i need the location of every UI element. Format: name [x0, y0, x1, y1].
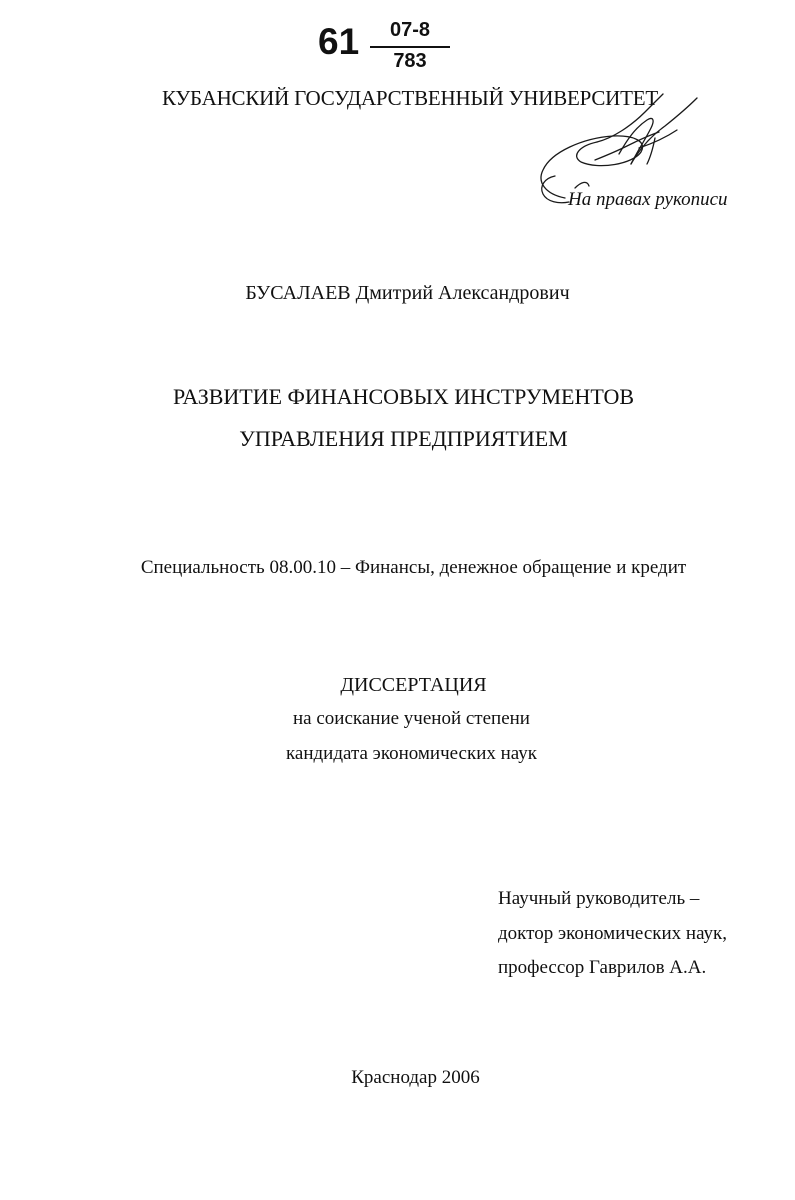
city-year: Краснодар 2006 [351, 1067, 480, 1088]
author-name: БУСАЛАЕВ Дмитрий Александрович [245, 282, 570, 304]
archive-code-denominator: 783 [393, 50, 427, 72]
supervisor-line-3: профессор Гаврилов А.А. [498, 957, 707, 978]
specialty: Специальность 08.00.10 – Финансы, денежное обращение и кредит [140, 557, 687, 578]
degree-line-2: кандидата экономических наук [285, 743, 538, 764]
archive-code-main: 61 [318, 21, 360, 62]
archive-code-fraction-bar [370, 46, 450, 48]
archive-code-numerator: 07-8 [389, 19, 431, 41]
dissertation-title-line-1: РАЗВИТИЕ ФИНАНСОВЫХ ИНСТРУМЕНТОВ [172, 384, 635, 409]
degree-line-1: на соискание ученой степени [293, 708, 530, 729]
document-type: ДИССЕРТАЦИЯ [340, 674, 487, 696]
manuscript-note: На правах рукописи [568, 189, 728, 210]
supervisor-line-1: Научный руководитель – [498, 888, 700, 909]
supervisor-line-2: доктор экономических наук, [498, 923, 728, 944]
university-name: КУБАНСКИЙ ГОСУДАРСТВЕННЫЙ УНИВЕРСИТЕТ [161, 86, 659, 110]
dissertation-title-line-2: УПРАВЛЕНИЯ ПРЕДПРИЯТИЕМ [239, 426, 568, 451]
archive-code [318, 18, 448, 78]
